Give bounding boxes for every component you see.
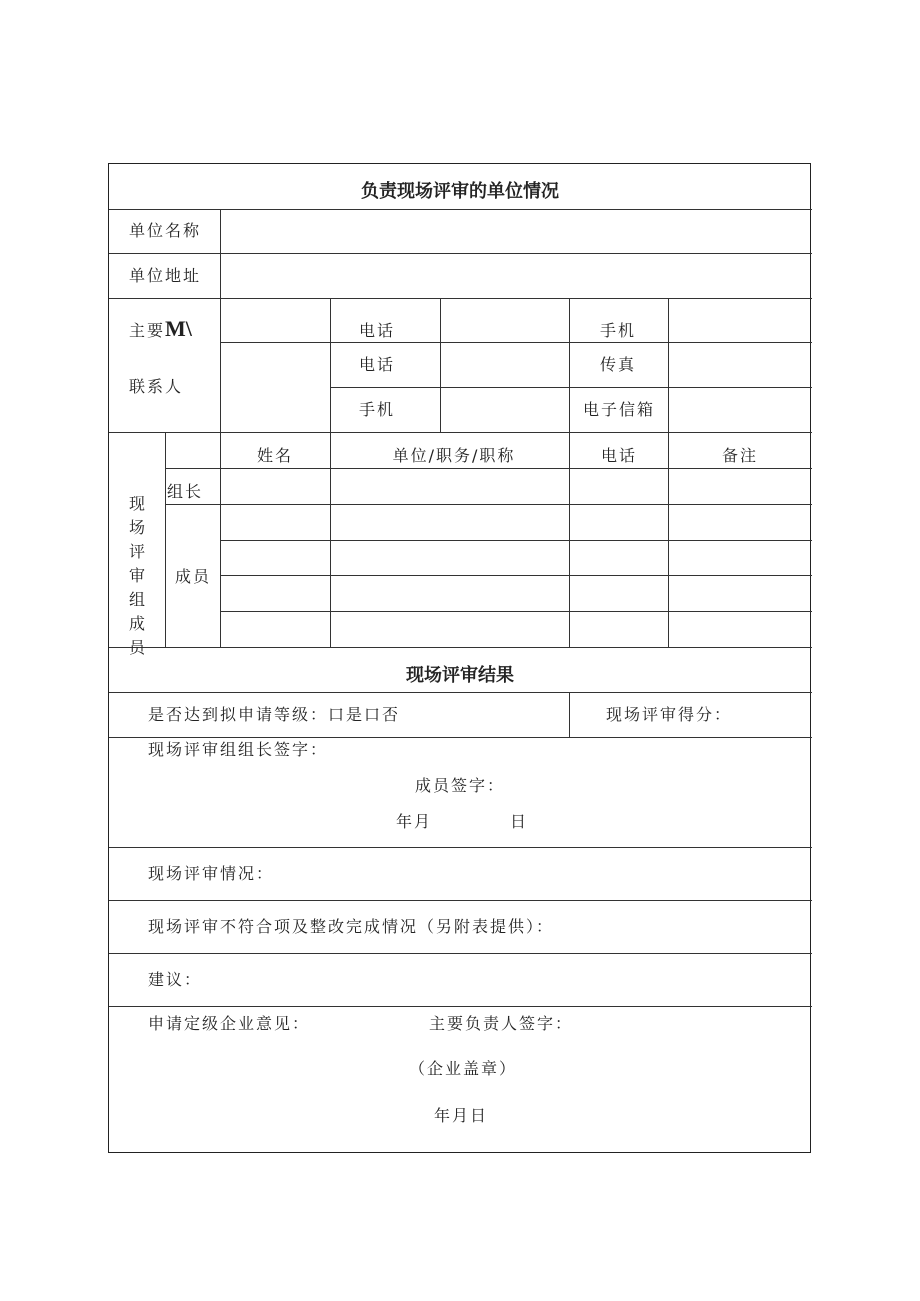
member-label: 成员 <box>175 567 212 586</box>
row-line <box>109 647 812 648</box>
row-line <box>109 432 812 433</box>
phone-label-1: 电话 <box>359 321 396 340</box>
head-sign-label: 主要负责人签字： <box>429 1014 574 1033</box>
col-line <box>569 298 570 432</box>
level-question: 是否达到拟申请等级：口是口否 <box>148 705 401 724</box>
email-label: 电子信箱 <box>583 400 656 419</box>
col-line <box>569 692 570 737</box>
row-line <box>109 253 812 254</box>
evaluation-form <box>108 163 811 1153</box>
date-year-month: 年月 <box>396 812 433 831</box>
col-line <box>668 432 669 647</box>
main-label-glyph: M\ <box>165 316 192 341</box>
row-line <box>220 611 812 612</box>
leader-sign-label: 现场评审组组长签字： <box>148 740 329 759</box>
row-line <box>220 342 812 343</box>
date-full: 年月日 <box>434 1106 489 1125</box>
date-day: 日 <box>510 812 529 831</box>
row-line <box>220 575 812 576</box>
score-label: 现场评审得分： <box>606 705 733 724</box>
row-line <box>165 468 812 469</box>
row-line <box>109 953 812 954</box>
main-label <box>129 316 192 341</box>
phone-label-2: 电话 <box>359 355 396 374</box>
row-line <box>109 900 812 901</box>
unit-address-label: 单位地址 <box>129 266 202 285</box>
situation-label: 现场评审情况： <box>148 864 275 883</box>
col-line <box>330 432 331 647</box>
header-phone: 电话 <box>600 446 638 465</box>
nonconformity-label: 现场评审不符合项及整改完成情况（另附表提供）： <box>148 917 555 936</box>
header-name: 姓名 <box>256 446 294 465</box>
col-line <box>220 432 221 647</box>
row-line <box>109 847 812 848</box>
row-line <box>109 298 812 299</box>
team-label: 现场评审组成员 <box>128 494 145 657</box>
col-line <box>569 432 570 647</box>
contact-label: 联系人 <box>129 377 184 396</box>
header-remark: 备注 <box>721 446 759 465</box>
col-line <box>440 298 441 432</box>
row-line <box>165 504 812 505</box>
col-line <box>668 298 669 432</box>
mobile-label-2: 手机 <box>359 400 396 419</box>
mobile-label-1: 手机 <box>600 321 637 340</box>
member-sign-label: 成员签字： <box>415 776 506 795</box>
col-line <box>220 209 221 432</box>
result-section-title: 现场评审结果 <box>406 665 514 686</box>
seal-label: （企业盖章） <box>409 1059 518 1078</box>
row-line <box>109 209 812 210</box>
unit-name-label: 单位名称 <box>129 221 202 240</box>
col-line <box>165 432 166 647</box>
row-line <box>109 692 812 693</box>
header-unit-title: 单位/职务/职称 <box>392 446 516 465</box>
row-line <box>330 387 812 388</box>
row-line <box>109 1006 812 1007</box>
leader-label: 组长 <box>167 482 204 501</box>
suggestion-label: 建议： <box>148 970 203 989</box>
fax-label: 传真 <box>600 355 637 374</box>
main-label-text: 主要 <box>129 321 166 340</box>
unit-section-title: 负责现场评审的单位情况 <box>361 181 559 202</box>
row-line <box>109 737 812 738</box>
row-line <box>220 540 812 541</box>
company-opinion-label: 申请定级企业意见： <box>148 1014 311 1033</box>
col-line <box>330 298 331 432</box>
